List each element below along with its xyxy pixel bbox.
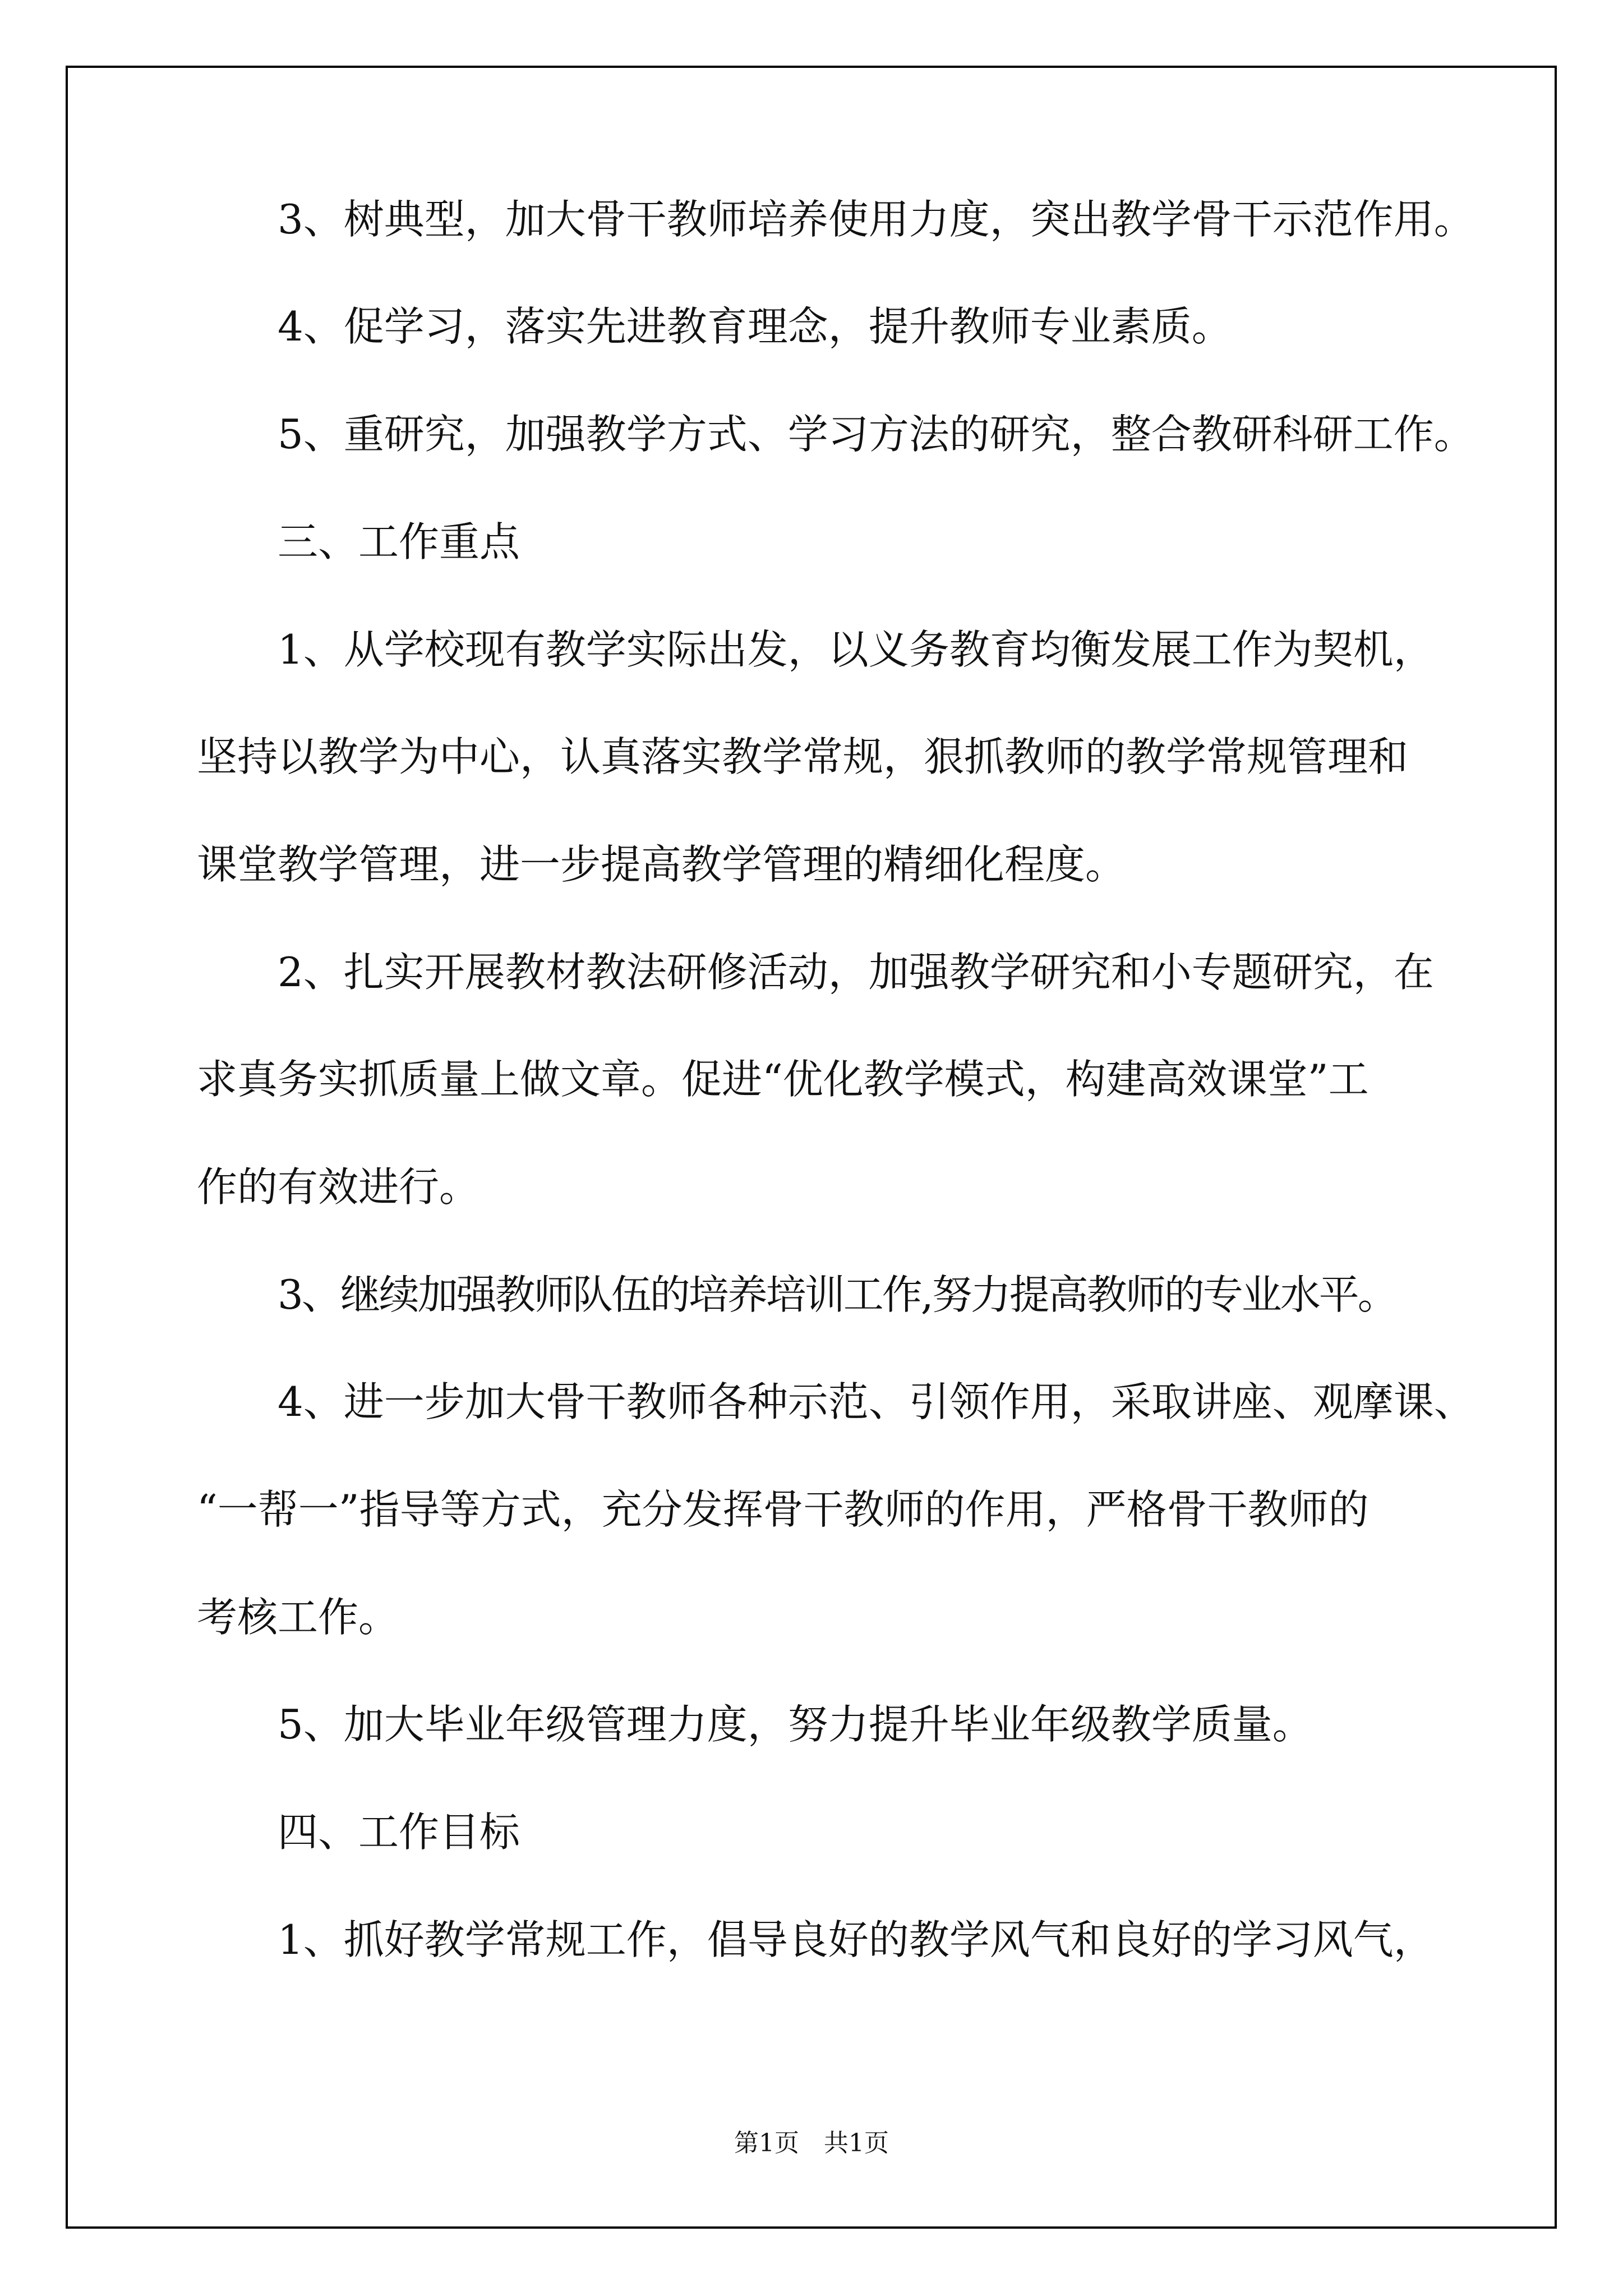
paragraph-item-5-emphasize-research: 5、重研究，加强教学方式、学习方法的研究，整合教研科研工作。 xyxy=(278,411,1474,458)
section-heading-work-focus: 三、工作重点 xyxy=(278,518,520,565)
section-heading-work-goals: 四、工作目标 xyxy=(278,1809,520,1856)
focus-item-2-line-2: 求真务实抓质量上做文章。促进“优化教学模式，构建高效课堂”工 xyxy=(197,1056,1369,1103)
page-border xyxy=(66,66,1557,2229)
goal-item-1-line-1: 1、抓好教学常规工作，倡导良好的教学风气和良好的学习风气， xyxy=(278,1916,1434,1963)
focus-item-1-line-1: 1、从学校现有教学实际出发，以义务教育均衡发展工作为契机， xyxy=(278,626,1434,673)
focus-item-1-line-2: 坚持以教学为中心，认真落实教学常规，狠抓教师的教学常规管理和 xyxy=(197,733,1409,780)
focus-item-2-line-3: 作的有效进行。 xyxy=(197,1163,480,1211)
paragraph-item-4-promote-learning: 4、促学习，落实先进教育理念，提升教师专业素质。 xyxy=(278,303,1232,350)
focus-item-2-line-1: 2、扎实开展教材教法研修活动，加强教学研究和小专题研究，在 xyxy=(278,949,1434,996)
focus-item-5: 5、加大毕业年级管理力度，努力提升毕业年级教学质量。 xyxy=(278,1701,1313,1748)
focus-item-4-line-3: 考核工作。 xyxy=(197,1594,399,1641)
focus-item-4-line-2: “一帮一”指导等方式，充分发挥骨干教师的作用，严格骨干教师的 xyxy=(197,1486,1369,1533)
focus-item-1-line-3: 课堂教学管理，进一步提高教学管理的精细化程度。 xyxy=(197,841,1126,888)
paragraph-item-3-model-teachers: 3、树典型，加大骨干教师培养使用力度，突出教学骨干示范作用。 xyxy=(278,196,1474,243)
focus-item-4-line-1: 4、进一步加大骨干教师各种示范、引领作用，采取讲座、观摩课、 xyxy=(278,1378,1474,1425)
focus-item-3: 3、继续加强教师队伍的培养培训工作,努力提高教师的专业水平。 xyxy=(278,1271,1396,1318)
page-footer: 第1页 共1页 xyxy=(734,2129,889,2157)
